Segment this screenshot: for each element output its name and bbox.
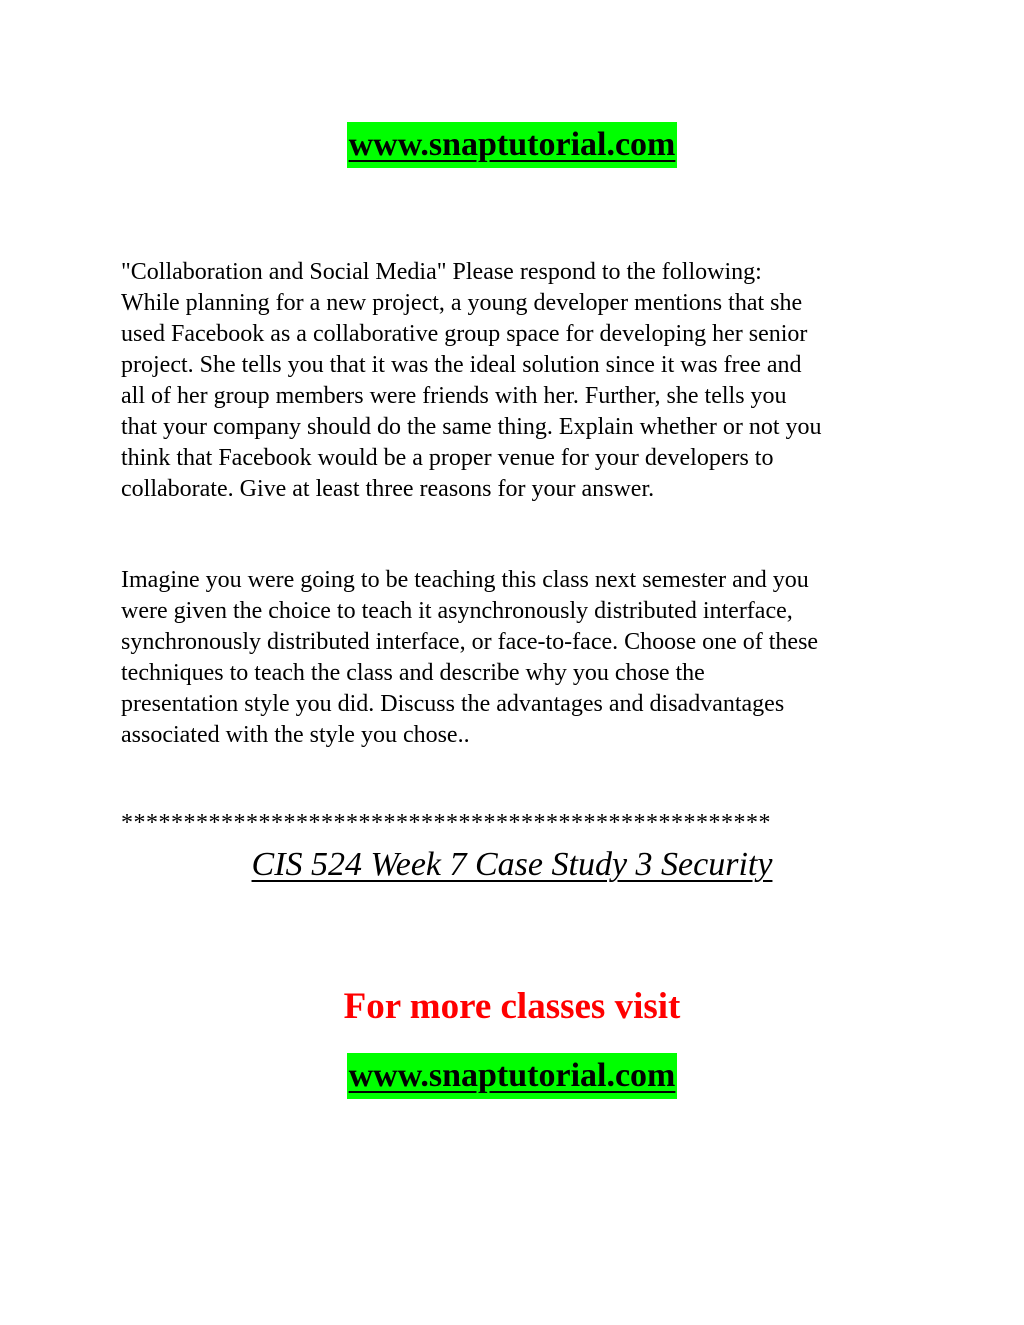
separator: **************************************************** — [121, 810, 771, 836]
footer-link-row — [0, 1053, 1024, 1099]
paragraph-teaching: Imagine you were going to be teaching this class next semester and you were given the choice to teach it asynchronously distributed interface, synchronously distributed interface, or face-to-face. Choose one of these techniques to teach the class and describe why you chose the presentation style you did. Discuss the advantages and disadvantages associated with the style you chose.. — [121, 567, 819, 748]
header — [0, 122, 1024, 168]
case-title[interactable]: CIS 524 Week 7 Case Study 3 Security — [251, 846, 773, 883]
footer-cta: For more classes visit — [343, 986, 681, 1027]
header-link[interactable]: www.snaptutorial.com — [347, 122, 678, 168]
footer-cta-row — [0, 984, 1024, 1030]
paragraph-collaboration: "Collaboration and Social Media" Please respond to the following: While planning for a new project, a young developer mentions that she used Facebook as a collaborative group space for developing her senior project. She tells you that it was the ideal solution since it was free and all of her group members were friends with her. Further, she tells you that your company should do the same thing. Explain whether or not you think that Facebook would be a proper venue for your developers to collaborate. Give at least three reasons for your answer. — [121, 259, 822, 502]
case-title-row — [0, 843, 1024, 887]
footer-link[interactable]: www.snaptutorial.com — [347, 1053, 678, 1099]
